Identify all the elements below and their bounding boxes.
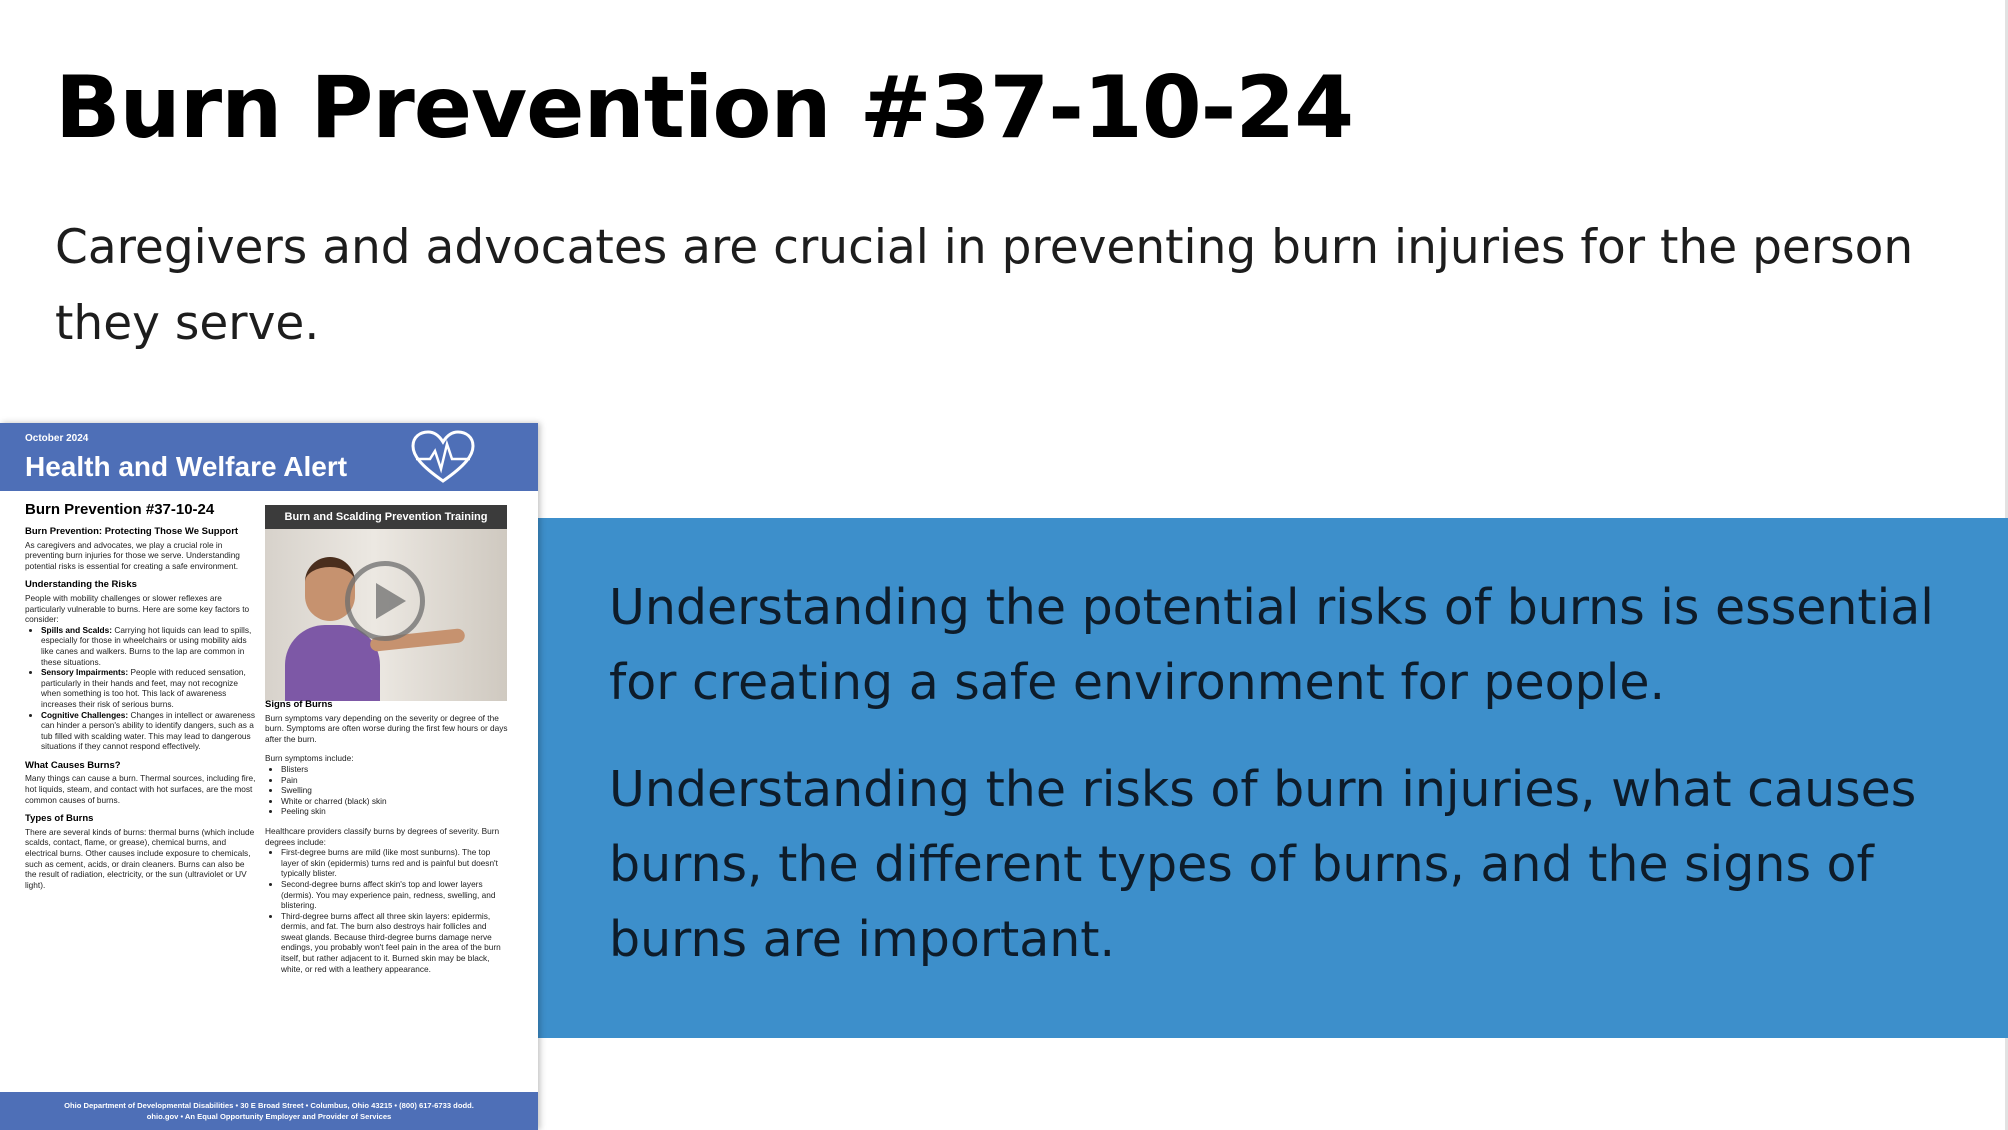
training-video-thumbnail[interactable]: [265, 505, 507, 701]
flyer-date: October 2024: [25, 433, 89, 444]
flyer-footer: [0, 1092, 538, 1130]
heart-pulse-icon: [410, 429, 476, 487]
flyer-types-text: There are several kinds of burns: thermal burns (which include scalds, contact, flame, or grease), chemical burns, and electrical burns. Other causes include exposure to chemicals, such as cement, acids, or drain cleaners. Burns can also be the result of radiation, electricity, or the sun (ultraviolet or UV light).: [25, 826, 255, 890]
list-item: • Third-degree burns affect all three skin layers: epidermis, dermis, and fat. The burn also destroys hair follicles and sweat glands. Because third-degree burns damage nerve endings, you probably won't feel pain in the area of the burn itself, but rather adjacent to it. Burned skin may be black, white, or red with a leathery appearance.: [281, 911, 510, 975]
callout-paragraph-1: Understanding the potential risks of burns is essential for creating a safe environment for people.: [609, 579, 1934, 711]
flyer-protect-text: As caregivers and advocates, we play a crucial role in preventing burn injuries for those we serve. Understanding potential risks is essential for creating a safe environment.: [25, 539, 240, 571]
risk-term: Sensory Impairments:: [41, 667, 129, 678]
list-item: [41, 667, 257, 709]
slide-title: Burn Prevention #37-10-24: [55, 58, 1354, 158]
flyer-left-column: [25, 527, 257, 890]
list-item: • Swelling: [281, 785, 510, 796]
risk-text: Changes in intellect or awareness can hinder a person's ability to identify dangers, such as a tub filled with scalding water. This may lead to dangerous situations if they cannot respond effectively.: [41, 709, 255, 752]
risk-text: People with reduced sensation, particularly in their hands and feet, may not recognize when something is too hot. This lack of awareness increases their risk of serious burns.: [41, 667, 246, 709]
flyer-footer-line-2: ohio.gov • An Equal Opportunity Employer and Provider of Services: [146, 1112, 392, 1121]
flyer-right-column: [265, 700, 510, 974]
list-item: • Blisters: [281, 764, 510, 775]
callout-panel: [538, 518, 2008, 1038]
health-alert-flyer-thumbnail: [0, 423, 538, 1130]
flyer-causes-heading: What Causes Burns?: [25, 759, 121, 771]
callout-paragraph-2: Understanding the risks of burn injuries, what causes burns, the different types of burns, and the signs of burns are important.: [609, 761, 1917, 968]
list-item: • White or charred (black) skin: [281, 796, 510, 807]
flyer-risks-intro: People with mobility challenges or slower reflexes are particularly vulnerable to burns. Here are some key factors to consider:: [25, 592, 250, 625]
flyer-header-title: Health and Welfare Alert: [25, 451, 348, 482]
flyer-signs-text: Burn symptoms vary depending on the severity or degree of the burn. Symptoms are often worse during the first few hours or days after the burn.: [265, 712, 508, 744]
flyer-symptoms-list: [265, 764, 510, 817]
flyer-degrees-intro: Healthcare providers classify burns by degrees of severity. Burn degrees include:: [265, 825, 500, 847]
flyer-doc-title: Burn Prevention #37-10-24: [25, 501, 215, 518]
slide-subtitle: Caregivers and advocates are crucial in preventing burn injuries for the person they serve.: [55, 220, 1914, 351]
flyer-signs-heading: Signs of Burns: [265, 699, 333, 710]
flyer-causes-text: Many things can cause a burn. Thermal sources, including fire, hot liquids, steam, and contact with hot surfaces, are the most common causes of burns.: [25, 773, 256, 805]
list-item: [41, 625, 257, 667]
list-item: • Peeling skin: [281, 806, 510, 817]
list-item: [41, 710, 257, 752]
flyer-protect-heading: Burn Prevention: Protecting Those We Support: [25, 526, 239, 537]
list-item: • Second-degree burns affect skin's top and lower layers (dermis). You may experience pain, redness, swelling, and blistering.: [281, 879, 510, 911]
list-item: • Pain: [281, 775, 510, 786]
flyer-risks-list: [25, 625, 257, 752]
play-icon[interactable]: [345, 561, 425, 641]
flyer-degrees-list: [265, 847, 510, 974]
video-title: Burn and Scalding Prevention Training: [265, 505, 507, 529]
flyer-risks-heading: Understanding the Risks: [25, 579, 137, 591]
flyer-footer-line-1: Ohio Department of Developmental Disabilities • 30 E Broad Street • Columbus, Ohio 43215 • (800) 617-6733 dodd.: [64, 1101, 474, 1110]
flyer-header: [0, 423, 538, 491]
flyer-types-heading: Types of Burns: [25, 813, 94, 825]
risk-text: Carrying hot liquids can lead to spills, especially for those in wheelchairs or using mobility aids like canes and walkers. Burns to the lap are common in these situations.: [41, 624, 252, 667]
risk-term: Spills and Scalds:: [41, 624, 113, 635]
flyer-symptoms-intro: Burn symptoms include:: [265, 753, 354, 764]
risk-term: Cognitive Challenges:: [41, 709, 129, 720]
list-item: • First-degree burns are mild (like most sunburns). The top layer of skin (epidermis) turns red and is painful but doesn't typically blister.: [281, 847, 510, 879]
